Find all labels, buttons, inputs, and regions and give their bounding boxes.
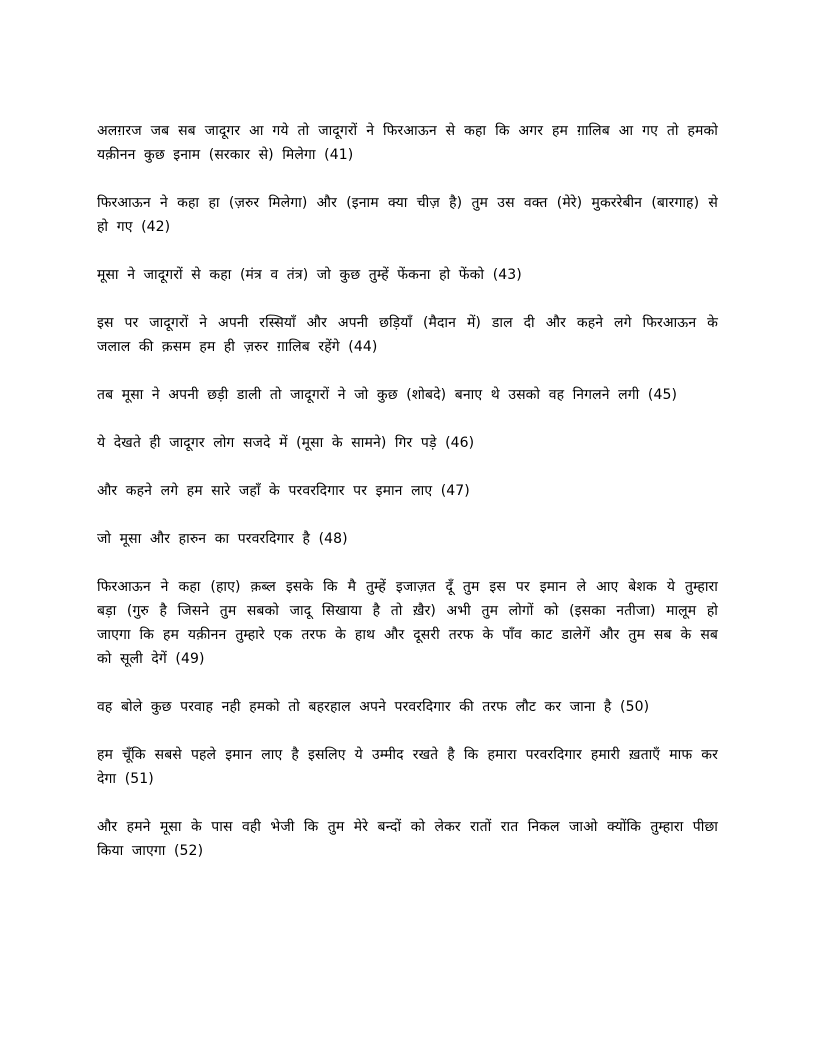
paragraph-verse-46: ये देखते ही जादूगर लोग सजदे में (मूसा के सामने) गिर पड़े (46) bbox=[97, 435, 475, 451]
document-body bbox=[97, 119, 718, 887]
paragraph-verse-50: वह बोले कुछ परवाह नही हमको तो बहरहाल अपने परवरदिगार की तरफ लौट कर जाना है (50) bbox=[97, 699, 650, 715]
paragraph-verse-51: हम चूँकि सबसे पहले इमान लाए है इसलिए ये उम्मीद रखते है कि हमारा परवरदिगार हमारी ख़ताएँ माफ कर देगा (51) bbox=[97, 747, 718, 787]
paragraph-verse-49: फिरआऊन ने कहा (हाए) क़ब्ल इसके कि मै तुम्हें इजाज़त दूँ तुम इस पर इमान ले आए बेशक ये तुम्हारा बड़ा (गुरु है जिसने तुम सबको जादू सिखाया है तो ख़ैर) अभी तुम लोगों को (इसका नतीजा) मालूम हो जाएगा कि हम यक़ीनन तुम्हारे एक तरफ के हाथ और दूसरी तरफ के पाँव काट डालेगें और तुम सब के सब को सूली देगें (49) bbox=[97, 579, 718, 667]
paragraph-verse-45: तब मूसा ने अपनी छड़ी डाली तो जादूगरों ने जो कुछ (शोबदे) बनाए थे उसको वह निगलने लगी (45) bbox=[97, 387, 678, 403]
paragraph-verse-48: जो मूसा और हारुन का परवरदिगार है (48) bbox=[97, 531, 348, 547]
paragraph-verse-43: मूसा ने जादूगरों से कहा (मंत्र व तंत्र) जो कुछ तुम्हें फेंकना हो फेंको (43) bbox=[97, 267, 522, 283]
paragraph-verse-44: इस पर जादूगरों ने अपनी रस्सियाँ और अपनी छड़ियाँ (मैदान में) डाल दी और कहने लगे फिरआऊन के जलाल की क़सम हम ही ज़रुर ग़ालिब रहेंगे (44) bbox=[97, 315, 718, 355]
paragraph-verse-42: फिरआऊन ने कहा हा (ज़रुर मिलेगा) और (इनाम क्या चीज़ है) तुम उस वक्त (मेरे) मुकररेबीन (बारगाह) से हो गए (42) bbox=[97, 195, 718, 235]
paragraph-verse-47: और कहने लगे हम सारे जहाँ के परवरदिगार पर इमान लाए (47) bbox=[97, 483, 470, 499]
paragraph-verse-41: अलग़रज जब सब जादूगर आ गये तो जादूगरों ने फिरआऊन से कहा कि अगर हम ग़ालिब आ गए तो हमको यक़ीनन कुछ इनाम (सरकार से) मिलेगा (41) bbox=[97, 123, 718, 163]
paragraph-verse-52: और हमने मूसा के पास वही भेजी कि तुम मेरे बन्दों को लेकर रातों रात निकल जाओ क्योंकि तुम्हारा पीछा किया जाएगा (52) bbox=[97, 819, 718, 859]
